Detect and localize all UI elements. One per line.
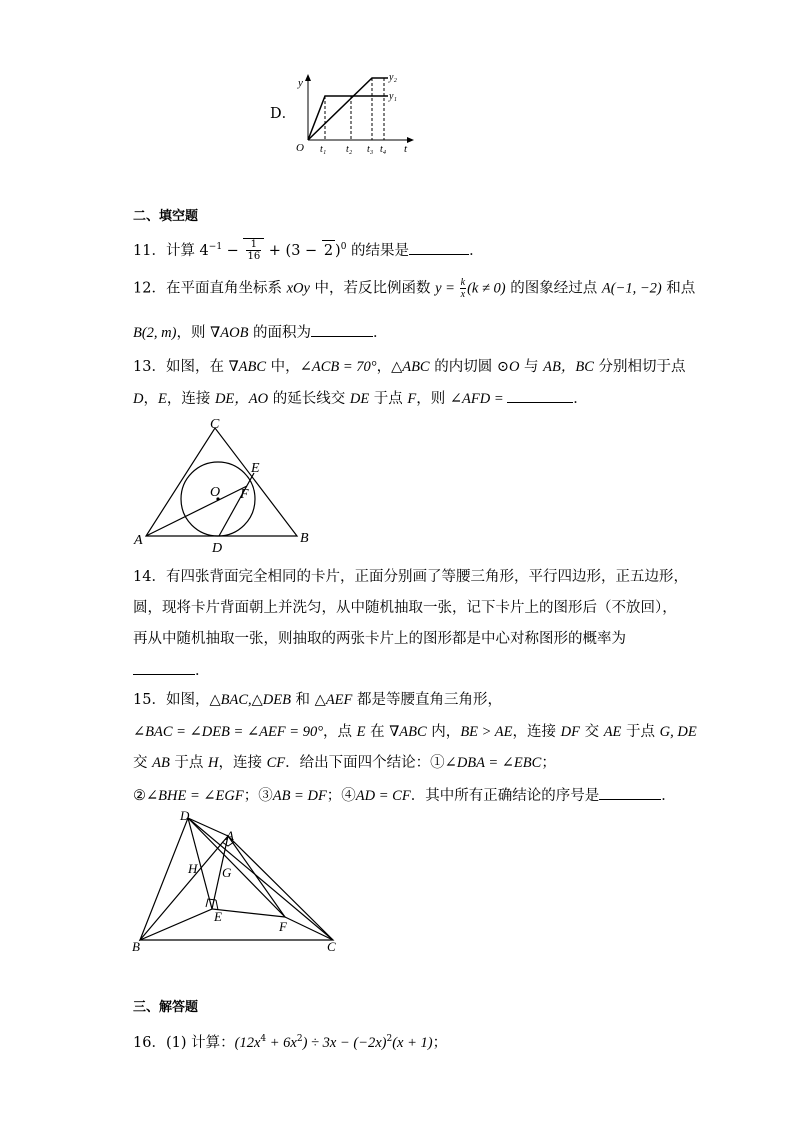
fig13-label-d: D xyxy=(212,541,223,556)
tick-t4: t₄ xyxy=(380,144,387,155)
fig15-label-h: H xyxy=(188,861,198,876)
fig13-label-a: A xyxy=(134,533,143,548)
segment-df xyxy=(188,818,285,917)
fig15-label-e: E xyxy=(214,909,222,924)
q13-answer-blank xyxy=(507,388,573,403)
x-axis-arrow xyxy=(407,137,414,143)
question-14-line-1: 14．有四张背面完全相同的卡片，正面分别画了等腰三角形，平行四边形，正五边形， xyxy=(133,569,688,585)
segment-de xyxy=(219,473,254,536)
fig15-label-d: D xyxy=(180,808,190,823)
question-14-line-2: 圆，现将卡片背面朝上并洗匀，从中随机抽取一张，记下卡片上的图形后（不放回）， xyxy=(133,600,677,616)
question-15-line-3: 交 AB 于点 H，连接 CF．给出下面四个结论：①∠DBA = ∠EBC； xyxy=(133,755,556,771)
fig13-label-c: C xyxy=(210,417,220,432)
fig13-label-o: O xyxy=(210,485,221,500)
triangle-deb xyxy=(140,818,212,940)
question-14-line-4: ． xyxy=(133,660,210,681)
q15-figure xyxy=(128,808,348,956)
q11-answer-blank xyxy=(409,240,469,255)
origin-label: O xyxy=(296,142,304,154)
fig13-label-e: E xyxy=(251,461,260,476)
option-d-graph xyxy=(288,70,418,156)
option-d-label: D． xyxy=(270,106,297,122)
question-15-line-1: 15．如图，△BAC,△DEB 和 △AEF 都是等腰直角三角形， xyxy=(133,692,503,708)
question-14-line-3: 再从中随机抽取一张，则抽取的两张卡片上的图形都是中心对称图形的概率为 xyxy=(133,631,626,647)
curve-y1-label: y₁ xyxy=(389,91,397,102)
triangle-abc xyxy=(146,428,297,536)
axis-y-label: y xyxy=(298,77,303,89)
tick-t1: t₁ xyxy=(320,144,327,155)
section-2-title: 二、填空题 xyxy=(133,209,199,224)
question-15-line-2: ∠BAC = ∠DEB = ∠AEF = 90°，点 E 在 ∇ABC 内，BE > AE，连接 DF 交 AE 于点 G, DE xyxy=(133,724,697,740)
q12-answer-blank xyxy=(311,322,373,337)
section-3-title: 三、解答题 xyxy=(133,1000,199,1015)
tick-t2: t₂ xyxy=(346,144,353,155)
curve-y2-label: y₂ xyxy=(389,72,397,83)
question-12-line-1: 12．在平面直角坐标系 xOy 中，若反比例函数 y = $\frac{k}{x}$ (k ≠ 0) 的图象经过点 A(−1, −2) 和点 xyxy=(133,277,696,300)
question-15-line-4: ②∠BHE = ∠EGF；③AB = DF；④AD = CF．其中所有正确结论的序号是 ． xyxy=(133,785,676,806)
segment-dc xyxy=(188,818,333,940)
q13-figure xyxy=(130,416,320,556)
fig15-label-b: B xyxy=(132,939,140,954)
fig15-label-f: F xyxy=(279,919,287,934)
question-13-line-1: 13．如图，在 ∇ABC 中，∠ACB = 70°，△ABC 的内切圆 ⊙O 与 AB，BC 分别相切于点 xyxy=(133,359,686,375)
fig13-label-f: F xyxy=(240,487,249,502)
triangle-bac xyxy=(140,836,333,940)
question-12-line-2: B(2, m)，则 ∇AOB 的面积为 ． xyxy=(133,322,388,343)
q14-answer-blank xyxy=(133,660,195,675)
question-11: 11．计算 $4^{-1}$ − $\frac{1}{16}$ + (3 − 2 )$^0$ 的结果是 ． xyxy=(133,239,484,263)
y-axis-arrow xyxy=(305,74,311,81)
question-13-line-2: D，E，连接 DE，AO 的延长线交 DE 于点 F，则 ∠AFD = ． xyxy=(133,388,588,409)
fig13-label-b: B xyxy=(300,531,309,546)
fig15-label-g: G xyxy=(222,865,232,880)
axis-x-label: t xyxy=(404,143,408,155)
fig15-label-a: A xyxy=(226,828,234,843)
tick-t3: t₃ xyxy=(367,144,374,155)
segment-ad xyxy=(188,818,228,836)
question-16: 16．(1) 计算：$(12x^4 + 6x^2) \div 3x - (-2x)^2(x + 1)$； xyxy=(133,1034,448,1051)
curve-y1 xyxy=(308,96,388,140)
q15-answer-blank xyxy=(599,785,661,800)
fig15-label-c: C xyxy=(327,939,336,954)
